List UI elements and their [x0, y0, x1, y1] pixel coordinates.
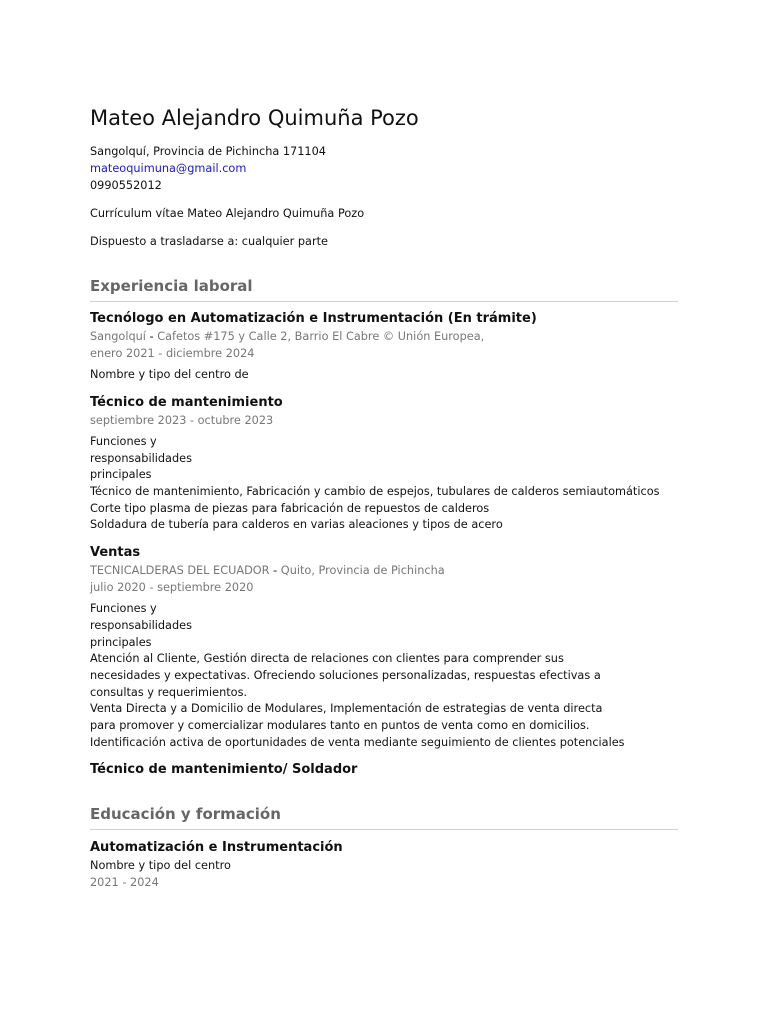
- education-entry: [90, 839, 678, 891]
- section-title-education: Educación y formación: [90, 805, 281, 824]
- section-title-experience: Experiencia laboral: [90, 277, 253, 296]
- education-dates: 2021 - 2024: [90, 876, 159, 890]
- job-dates: enero 2021 - diciembre 2024: [90, 347, 255, 361]
- job-detail-line: necesidades y expectativas. Ofreciendo soluciones personalizadas, respuestas efectivas a: [90, 668, 601, 682]
- job-title: Técnico de mantenimiento/ Soldador: [90, 762, 358, 778]
- job-detail-line: Funciones y: [90, 602, 157, 616]
- job-detail-line: principales: [90, 635, 152, 649]
- job-detail-line: principales: [90, 468, 152, 482]
- job-detail-line: Atención al Cliente, Gestión directa de relaciones con clientes para comprender sus: [90, 652, 564, 666]
- relocation: Dispuesto a trasladarse a: cualquier parte: [90, 235, 328, 249]
- job-entry: [90, 761, 678, 779]
- phone: 0990552012: [90, 179, 162, 193]
- job-location: Cafetos #175 y Calle 2, Barrio El Cabre © Unión Europea,: [157, 330, 485, 344]
- job-detail-line: para promover y comercializar modulares tanto en puntos de venta como en domicilios.: [90, 719, 590, 733]
- job-dates: septiembre 2023 - octubre 2023: [90, 413, 274, 427]
- job-detail-line: responsabilidades: [90, 451, 192, 465]
- job-title: Tecnólogo en Automatización e Instrumentación (En trámite): [90, 311, 537, 327]
- job-dates: julio 2020 - septiembre 2020: [90, 581, 254, 595]
- job-title: Ventas: [90, 545, 141, 561]
- job-detail-line: responsabilidades: [90, 618, 192, 632]
- candidate-name: Mateo Alejandro Quimuña Pozo: [90, 106, 419, 130]
- job-location: Quito, Provincia de Pichincha: [280, 564, 445, 578]
- job-detail-line: Técnico de mantenimiento, Fabricación y cambio de espejos, tubulares de calderos semiautomáticos: [90, 485, 660, 498]
- address: Sangolquí, Provincia de Pichincha 171104: [90, 145, 326, 159]
- job-detail-line: Identificación activa de oportunidades de venta mediante seguimiento de clientes potenciales: [90, 735, 625, 749]
- job-entry: [90, 544, 678, 751]
- job-employer: TECNICALDERAS DEL ECUADOR: [90, 564, 270, 578]
- job-detail-line: consultas y requerimientos.: [90, 685, 248, 699]
- job-title: Técnico de mantenimiento: [90, 394, 283, 410]
- job-detail-line: Funciones y: [90, 434, 157, 448]
- job-detail-line: Corte tipo plasma de piezas para fabricación de repuestos de calderos: [90, 501, 490, 515]
- education-title: Automatización e Instrumentación: [90, 840, 343, 856]
- job-detail-line: Venta Directa y a Domicilio de Modulares, Implementación de estrategias de venta directa: [90, 702, 603, 716]
- job-entry: [90, 310, 678, 384]
- email-link[interactable]: mateoquimuna@gmail.com: [90, 162, 247, 176]
- job-employer: Sangolquí: [90, 330, 146, 344]
- job-detail-line: Nombre y tipo del centro de: [90, 368, 249, 382]
- education-institution: Nombre y tipo del centro: [90, 859, 231, 873]
- job-employer-location: Sangolquí - Cafetos #175 y Calle 2, Barrio El Cabre © Unión Europea,: [90, 330, 485, 344]
- cv-title: Currículum vítae Mateo Alejandro Quimuña Pozo: [90, 207, 365, 221]
- job-entry: [90, 394, 678, 534]
- job-employer-location: TECNICALDERAS DEL ECUADOR - Quito, Provincia de Pichincha: [90, 564, 445, 578]
- job-detail-line: Soldadura de tubería para calderos en varias aleaciones y tipos de acero: [90, 518, 503, 532]
